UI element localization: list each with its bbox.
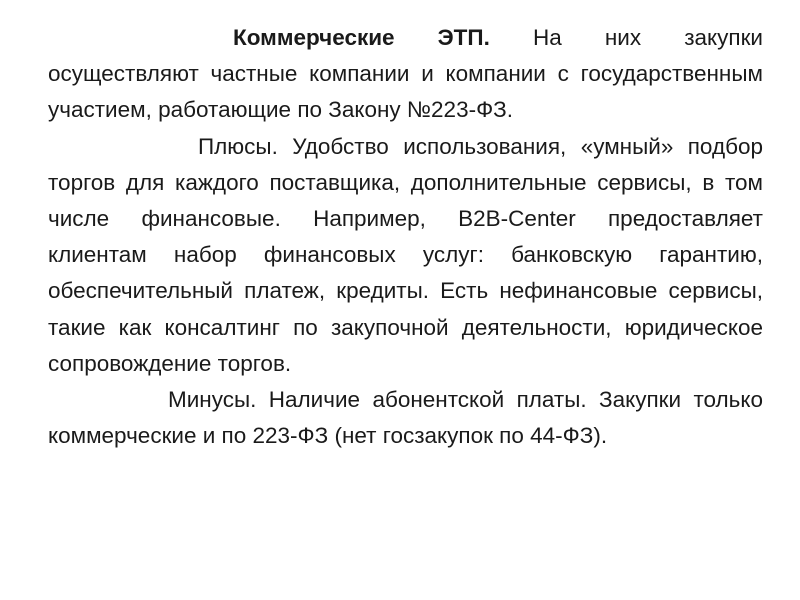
heading-commercial-etp: Коммерческие ЭТП. xyxy=(233,25,490,50)
paragraph-commercial-etp-text: На них закупки осуществляют частные компании и компании с государственным участием, работающие по Закону №223-ФЗ. xyxy=(48,25,763,123)
text-body xyxy=(48,20,763,454)
paragraph-pluses: Плюсы. Удобство использования, «умный» подбор торгов для каждого поставщика, дополнительные сервисы, в том числе финансовые. Например, B2B-Center предоставляет клиентам набор финансовых услуг: банковскую гарантию, обеспечительный платеж, кредиты. Есть нефинансовые сервисы, такие как консалтинг по закупочной деятельности, юридическое сопровождение торгов. xyxy=(48,133,763,376)
paragraph-commercial-etp xyxy=(48,20,763,129)
paragraph-minuses: Минусы. Наличие абонентской платы. Закупки только коммерческие и по 223-ФЗ (нет госзакупок по 44-ФЗ). xyxy=(48,387,763,449)
